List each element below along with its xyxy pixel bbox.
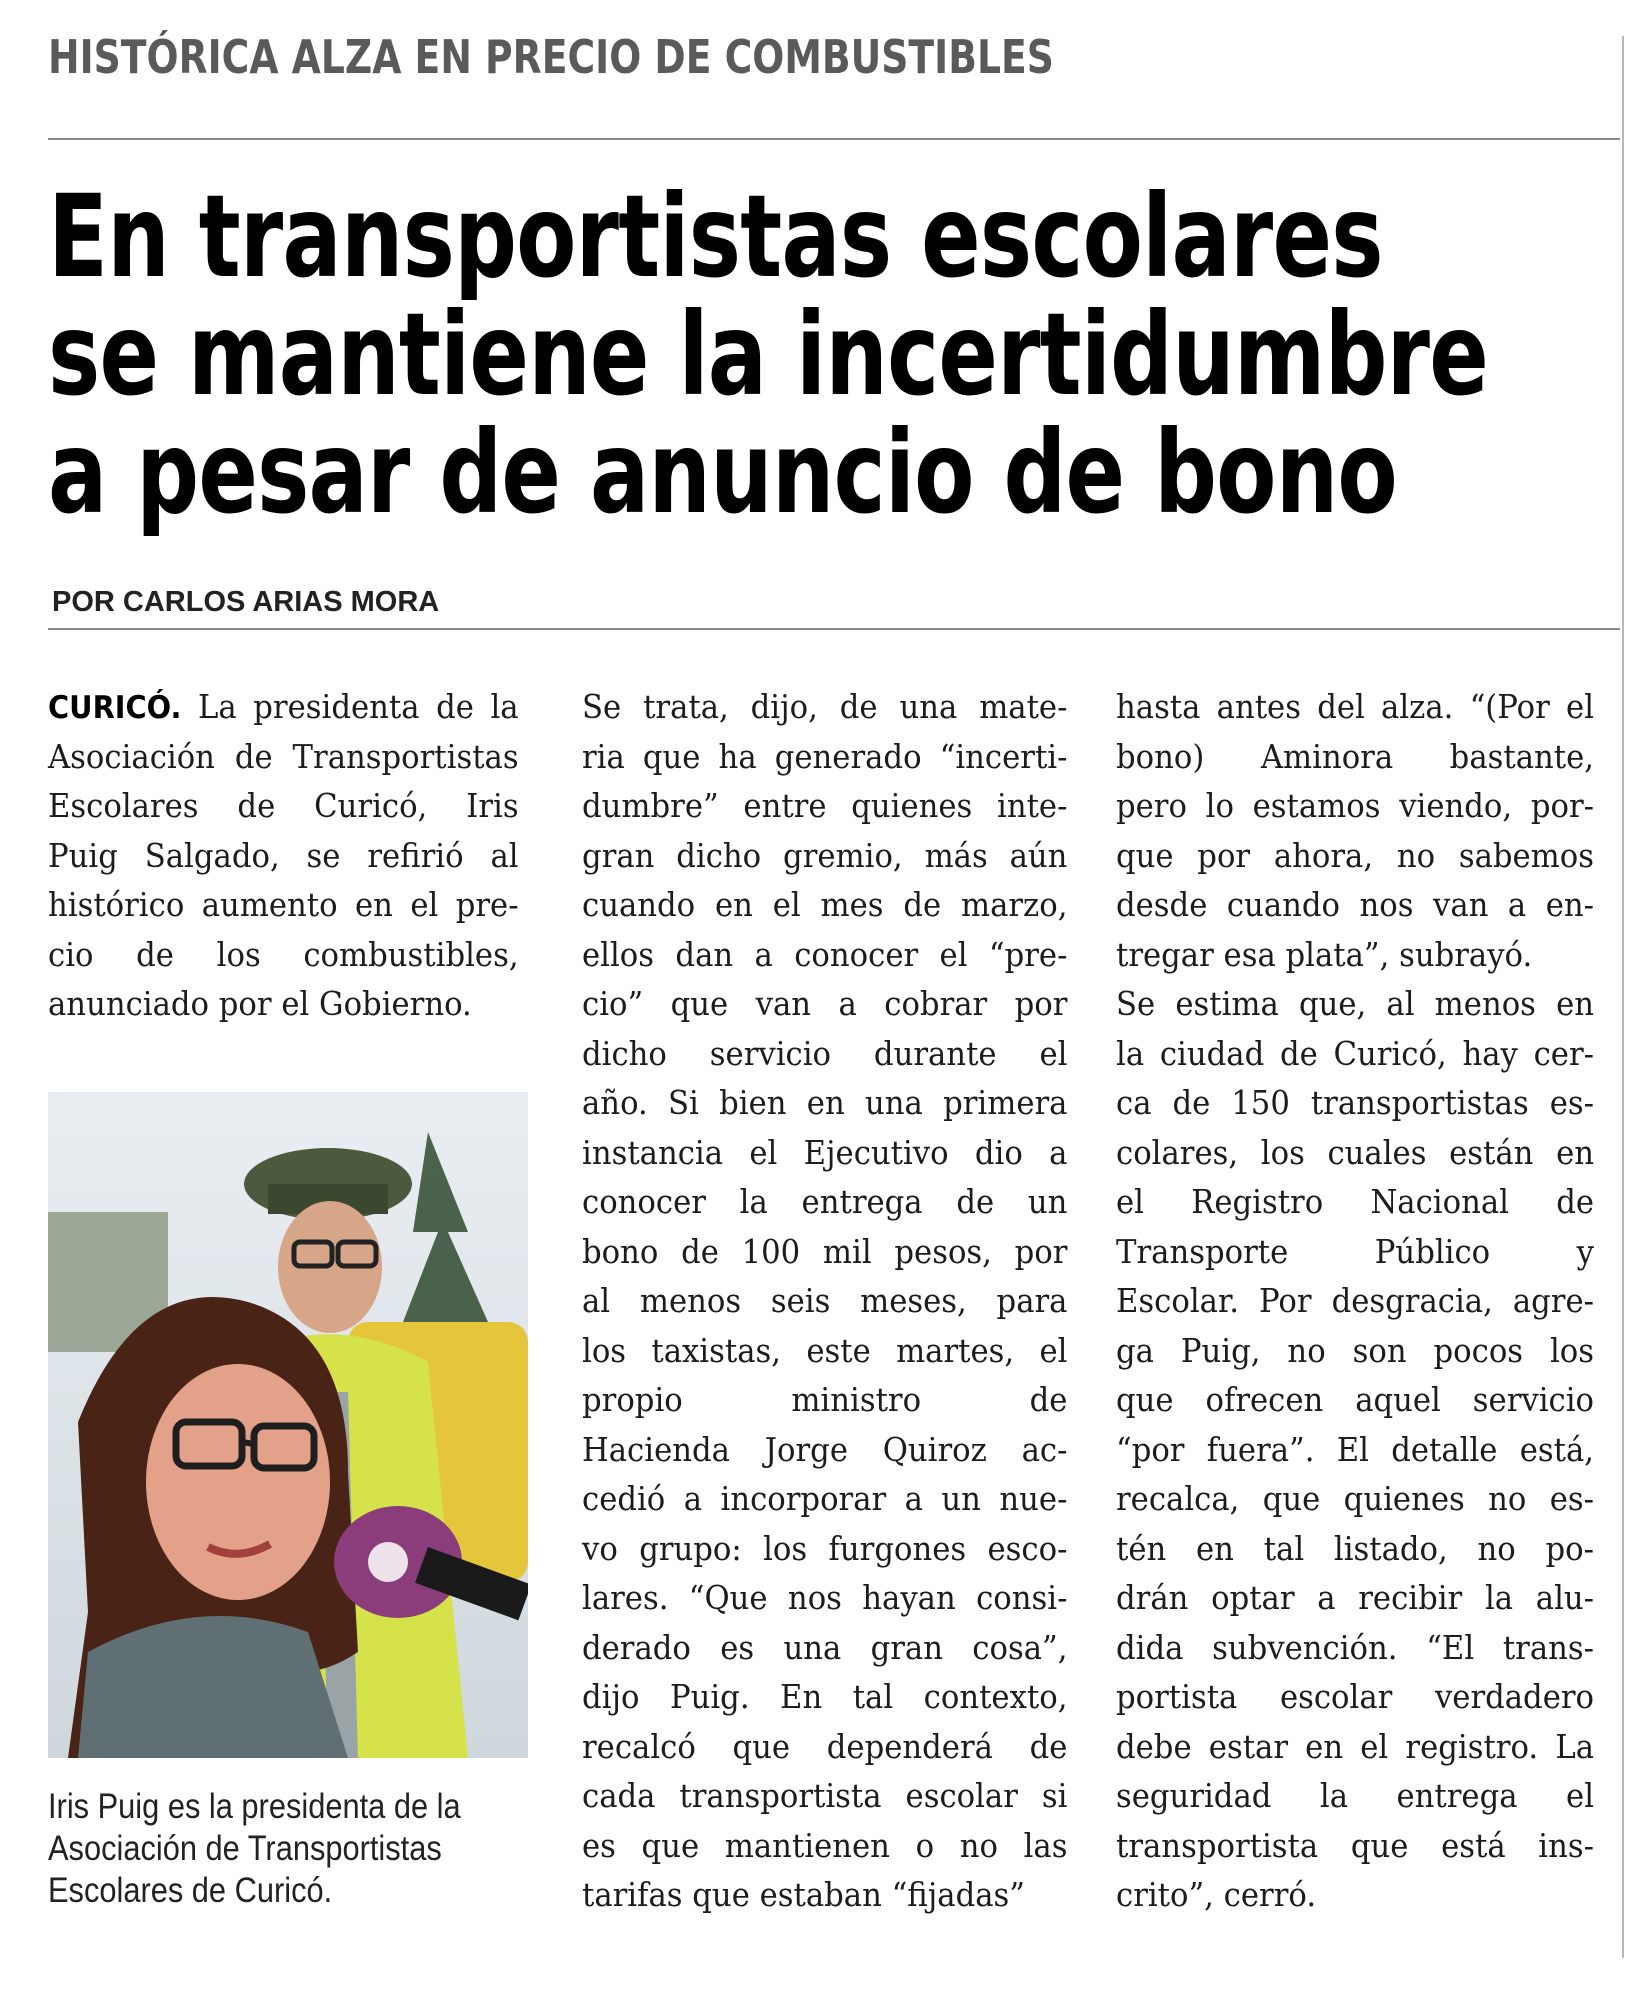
article-line: ria que ha generado “incerti- [582,736,1068,776]
article-line: año. Si bien en una primera [582,1083,1068,1122]
article-line: “por fuera”. El detalle está, [1116,1429,1595,1469]
dateline: CURICÓ. [48,690,182,726]
article-line: cio” que van a cobrar por [582,984,1068,1023]
section-rule [48,138,1620,140]
article-line: gran dicho gremio, más aún [582,835,1068,875]
caption-line: Iris Puig es la presidenta de la [48,1787,461,1826]
article-line: lares. “Que nos hayan consi- [582,1578,1068,1617]
article-line: es que mantienen o no las [582,1825,1068,1865]
article-column-2 [582,682,1104,1920]
caption-line: Escolares de Curicó. [48,1871,333,1910]
article-line: el Registro Nacional de [1116,1182,1595,1221]
photo-illustration [48,1092,528,1758]
article-photo [48,1092,528,1758]
article-line [48,682,519,732]
article-line: crito”, cerró. [1116,1875,1317,1914]
article-line: dijo Puig. En tal contexto, [582,1677,1068,1716]
article-line: tén en tal listado, no po- [1116,1528,1595,1568]
article-line: bono de 100 mil pesos, por [582,1231,1068,1271]
article-column-1 [48,682,554,1029]
article-line: cuando en el mes de marzo, [582,885,1068,924]
article-line: propio ministro de [582,1380,1068,1419]
article-line: recalcó que dependerá de [582,1726,1068,1766]
byline-rule [48,628,1620,630]
article-line: dicho servicio durante el [582,1033,1068,1073]
article-line: Se trata, dijo, de una mate- [582,687,1068,726]
article-line: ga Puig, no son pocos los [1116,1330,1595,1370]
caption-line: Asociación de Transportistas [48,1829,442,1868]
photo-caption [48,1786,488,1912]
article-line: conocer la entrega de un [582,1182,1068,1221]
article-line: dida subvención. “El trans- [1116,1627,1595,1667]
article-line: los taxistas, este martes, el [582,1330,1068,1370]
article-line: recalca, que quienes no es- [1116,1479,1595,1518]
headline-line-1: En transportistas escolares [48,170,1383,303]
article-line: bono) Aminora bastante, [1116,736,1595,776]
headline-line-2: se mantiene la incertidumbre [48,288,1488,421]
article-line: la ciudad de Curicó, hay cer- [1116,1033,1595,1073]
article-line: dumbre” entre quienes inte- [582,786,1068,825]
article-line: tregar esa plata”, subrayó. [1116,934,1533,974]
article-line: Escolar. Por desgracia, agre- [1116,1281,1595,1320]
article-line: que ofrecen aquel servicio [1116,1380,1595,1419]
article-line: desde cuando nos van a en- [1116,885,1595,924]
article-text: La presidenta de la [181,687,519,726]
article-line: transportista que está ins- [1116,1825,1595,1865]
article-line: Asociación de Transportistas [48,736,519,776]
article-line: anunciado por el Gobierno. [48,984,472,1023]
article-line: Transporte Público y [1116,1231,1595,1271]
article-line: cio de los combustibles, [48,934,519,974]
headline-line-3: a pesar de anuncio de bono [48,406,1397,539]
article-line: portista escolar verdadero [1116,1677,1595,1716]
article-line: tarifas que estaban “fijadas” [582,1875,1025,1914]
article-line: cedió a incorporar a un nue- [582,1479,1068,1518]
section-title: HISTÓRICA ALZA EN PRECIO DE COMBUSTIBLES [48,30,1054,84]
article-line: derado es una gran cosa”, [582,1627,1068,1667]
article-line: seguridad la entrega el [1116,1776,1595,1815]
article-line: hasta antes del alza. “(Por el [1116,687,1595,726]
article-line: Puig Salgado, se refirió al [48,835,519,875]
article-column-3 [1116,682,1630,1920]
article-line: Hacienda Jorge Quiroz ac- [582,1429,1068,1469]
article-line: al menos seis meses, para [582,1281,1068,1320]
headline [48,170,1652,539]
article-line: ellos dan a conocer el “pre- [582,934,1068,974]
article-line: instancia el Ejecutivo dio a [582,1132,1068,1172]
article-line: drán optar a recibir la alu- [1116,1578,1595,1617]
byline: POR CARLOS ARIAS MORA [52,586,440,618]
article-line: Se estima que, al menos en [1116,984,1595,1023]
article-line: pero lo estamos viendo, por- [1116,786,1595,825]
article-line: ca de 150 transportistas es- [1116,1083,1595,1122]
article-line: debe estar en el registro. La [1116,1726,1595,1766]
column-1-body [48,732,554,1029]
article-line: histórico aumento en el pre- [48,885,519,924]
article-line: cada transportista escolar si [582,1776,1068,1815]
article-line: colares, los cuales están en [1116,1132,1595,1172]
article-line: Escolares de Curicó, Iris [48,786,519,825]
article-line: vo grupo: los furgones esco- [582,1528,1068,1568]
article-line: que por ahora, no sabemos [1116,835,1595,875]
